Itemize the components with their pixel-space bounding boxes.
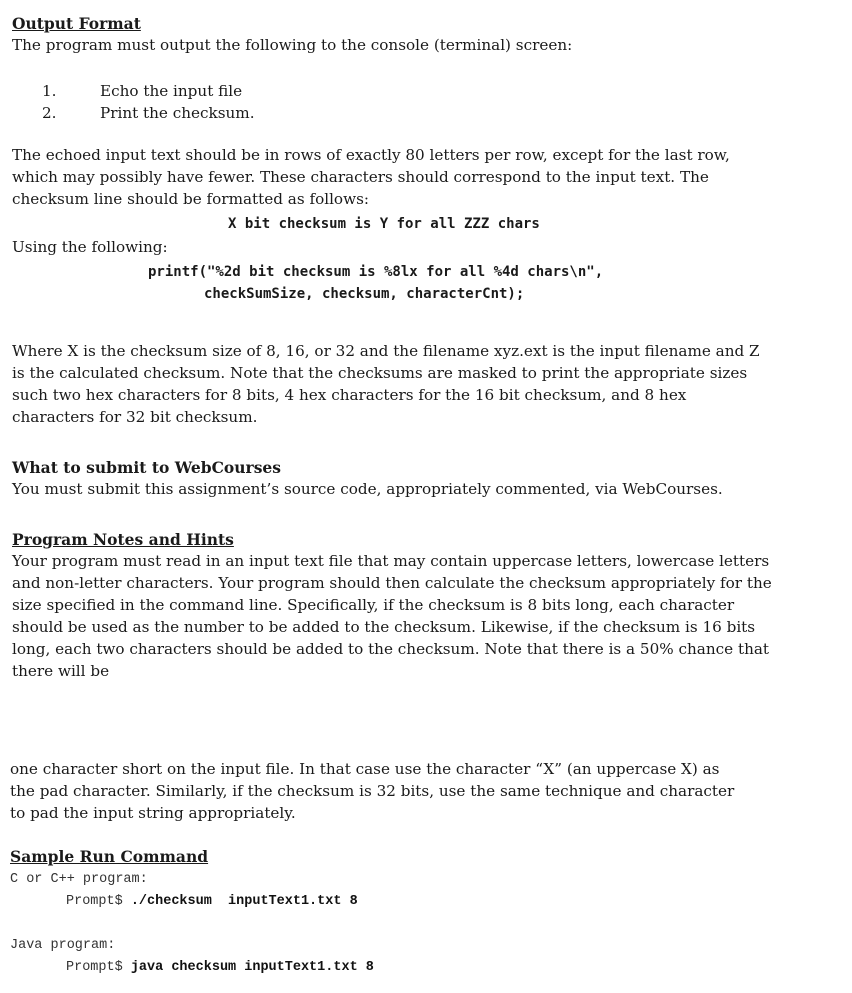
where-paragraph-block <box>12 340 772 428</box>
output-format-intro: The program must output the following to the console (terminal) screen: <box>12 36 573 54</box>
notes-text: Your program must read in an input text file that may contain uppercase letters, lowercase letters and non-letter characters. Your program should then calculate the checksum appropriately for the size specified in the command line. Specifically, if the checksum is 8 bits long, each character should be used as the number to be added to the checksum. Likewise, if the checksum is 16 bits long, each two characters should be added to the checksum. Note that there is a 50% chance that there will be <box>12 552 772 680</box>
format-line: X bit checksum is Y for all ZZZ chars <box>228 216 540 232</box>
echo-paragraph: The echoed input text should be in rows of exactly 80 letters per row, except for the last row, which may possibly have fewer. These characters should correspond to the input text. The checksum line should be formatted as follows: <box>12 146 730 208</box>
java-label: Java program: <box>10 938 116 953</box>
notes-section <box>12 530 772 682</box>
sample-section <box>10 847 770 867</box>
list-text: Echo the input file <box>100 82 243 100</box>
java-command: java checksum inputText1.txt 8 <box>130 960 374 975</box>
output-format-heading: Output Format <box>12 14 141 33</box>
list-number: 1. <box>42 82 57 100</box>
echo-paragraph-block <box>12 144 772 210</box>
using-block <box>12 236 772 258</box>
c-command: ./checksum inputText1.txt 8 <box>130 894 358 909</box>
where-paragraph: Where X is the checksum size of 8, 16, or 32 and the filename xyz.ext is the input filename and Z is the calculated checksum. Note that the checksums are masked to print the appropriate sizes such two hex characters for 8 bits, 4 hex characters for the 16 bit checksum, and 8 hex characters for 32 bit checksum. <box>12 342 760 426</box>
list-number: 2. <box>42 104 57 122</box>
list-item <box>12 102 712 124</box>
using-label: Using the following: <box>12 238 168 256</box>
c-command-line <box>66 894 358 909</box>
printf-line-2: checkSumSize, checksum, characterCnt); <box>204 286 525 302</box>
list-item <box>12 80 712 102</box>
notes-continued: one character short on the input file. In that case use the character “X” (an uppercase X) as the pad character. Similarly, if the checksum is 32 bits, use the same technique and character to pad the input string appropriately. <box>10 760 735 822</box>
prompt-text: Prompt$ <box>66 960 123 975</box>
printf-line-1: printf("%2d bit checksum is %8lx for all %4d chars\n", <box>148 264 604 280</box>
list-text: Print the checksum. <box>100 104 255 122</box>
notes-heading: Program Notes and Hints <box>12 530 234 549</box>
java-command-line <box>66 960 374 975</box>
sample-heading: Sample Run Command <box>10 847 209 866</box>
output-list <box>12 80 712 124</box>
output-format-section <box>12 14 772 56</box>
c-label: C or C++ program: <box>10 872 148 887</box>
submit-heading: What to submit to WebCourses <box>12 458 282 477</box>
submit-section <box>12 458 772 500</box>
prompt-text: Prompt$ <box>66 894 123 909</box>
submit-text: You must submit this assignment’s source code, appropriately commented, via WebCourses. <box>12 480 723 498</box>
notes-continued-block <box>10 758 740 824</box>
